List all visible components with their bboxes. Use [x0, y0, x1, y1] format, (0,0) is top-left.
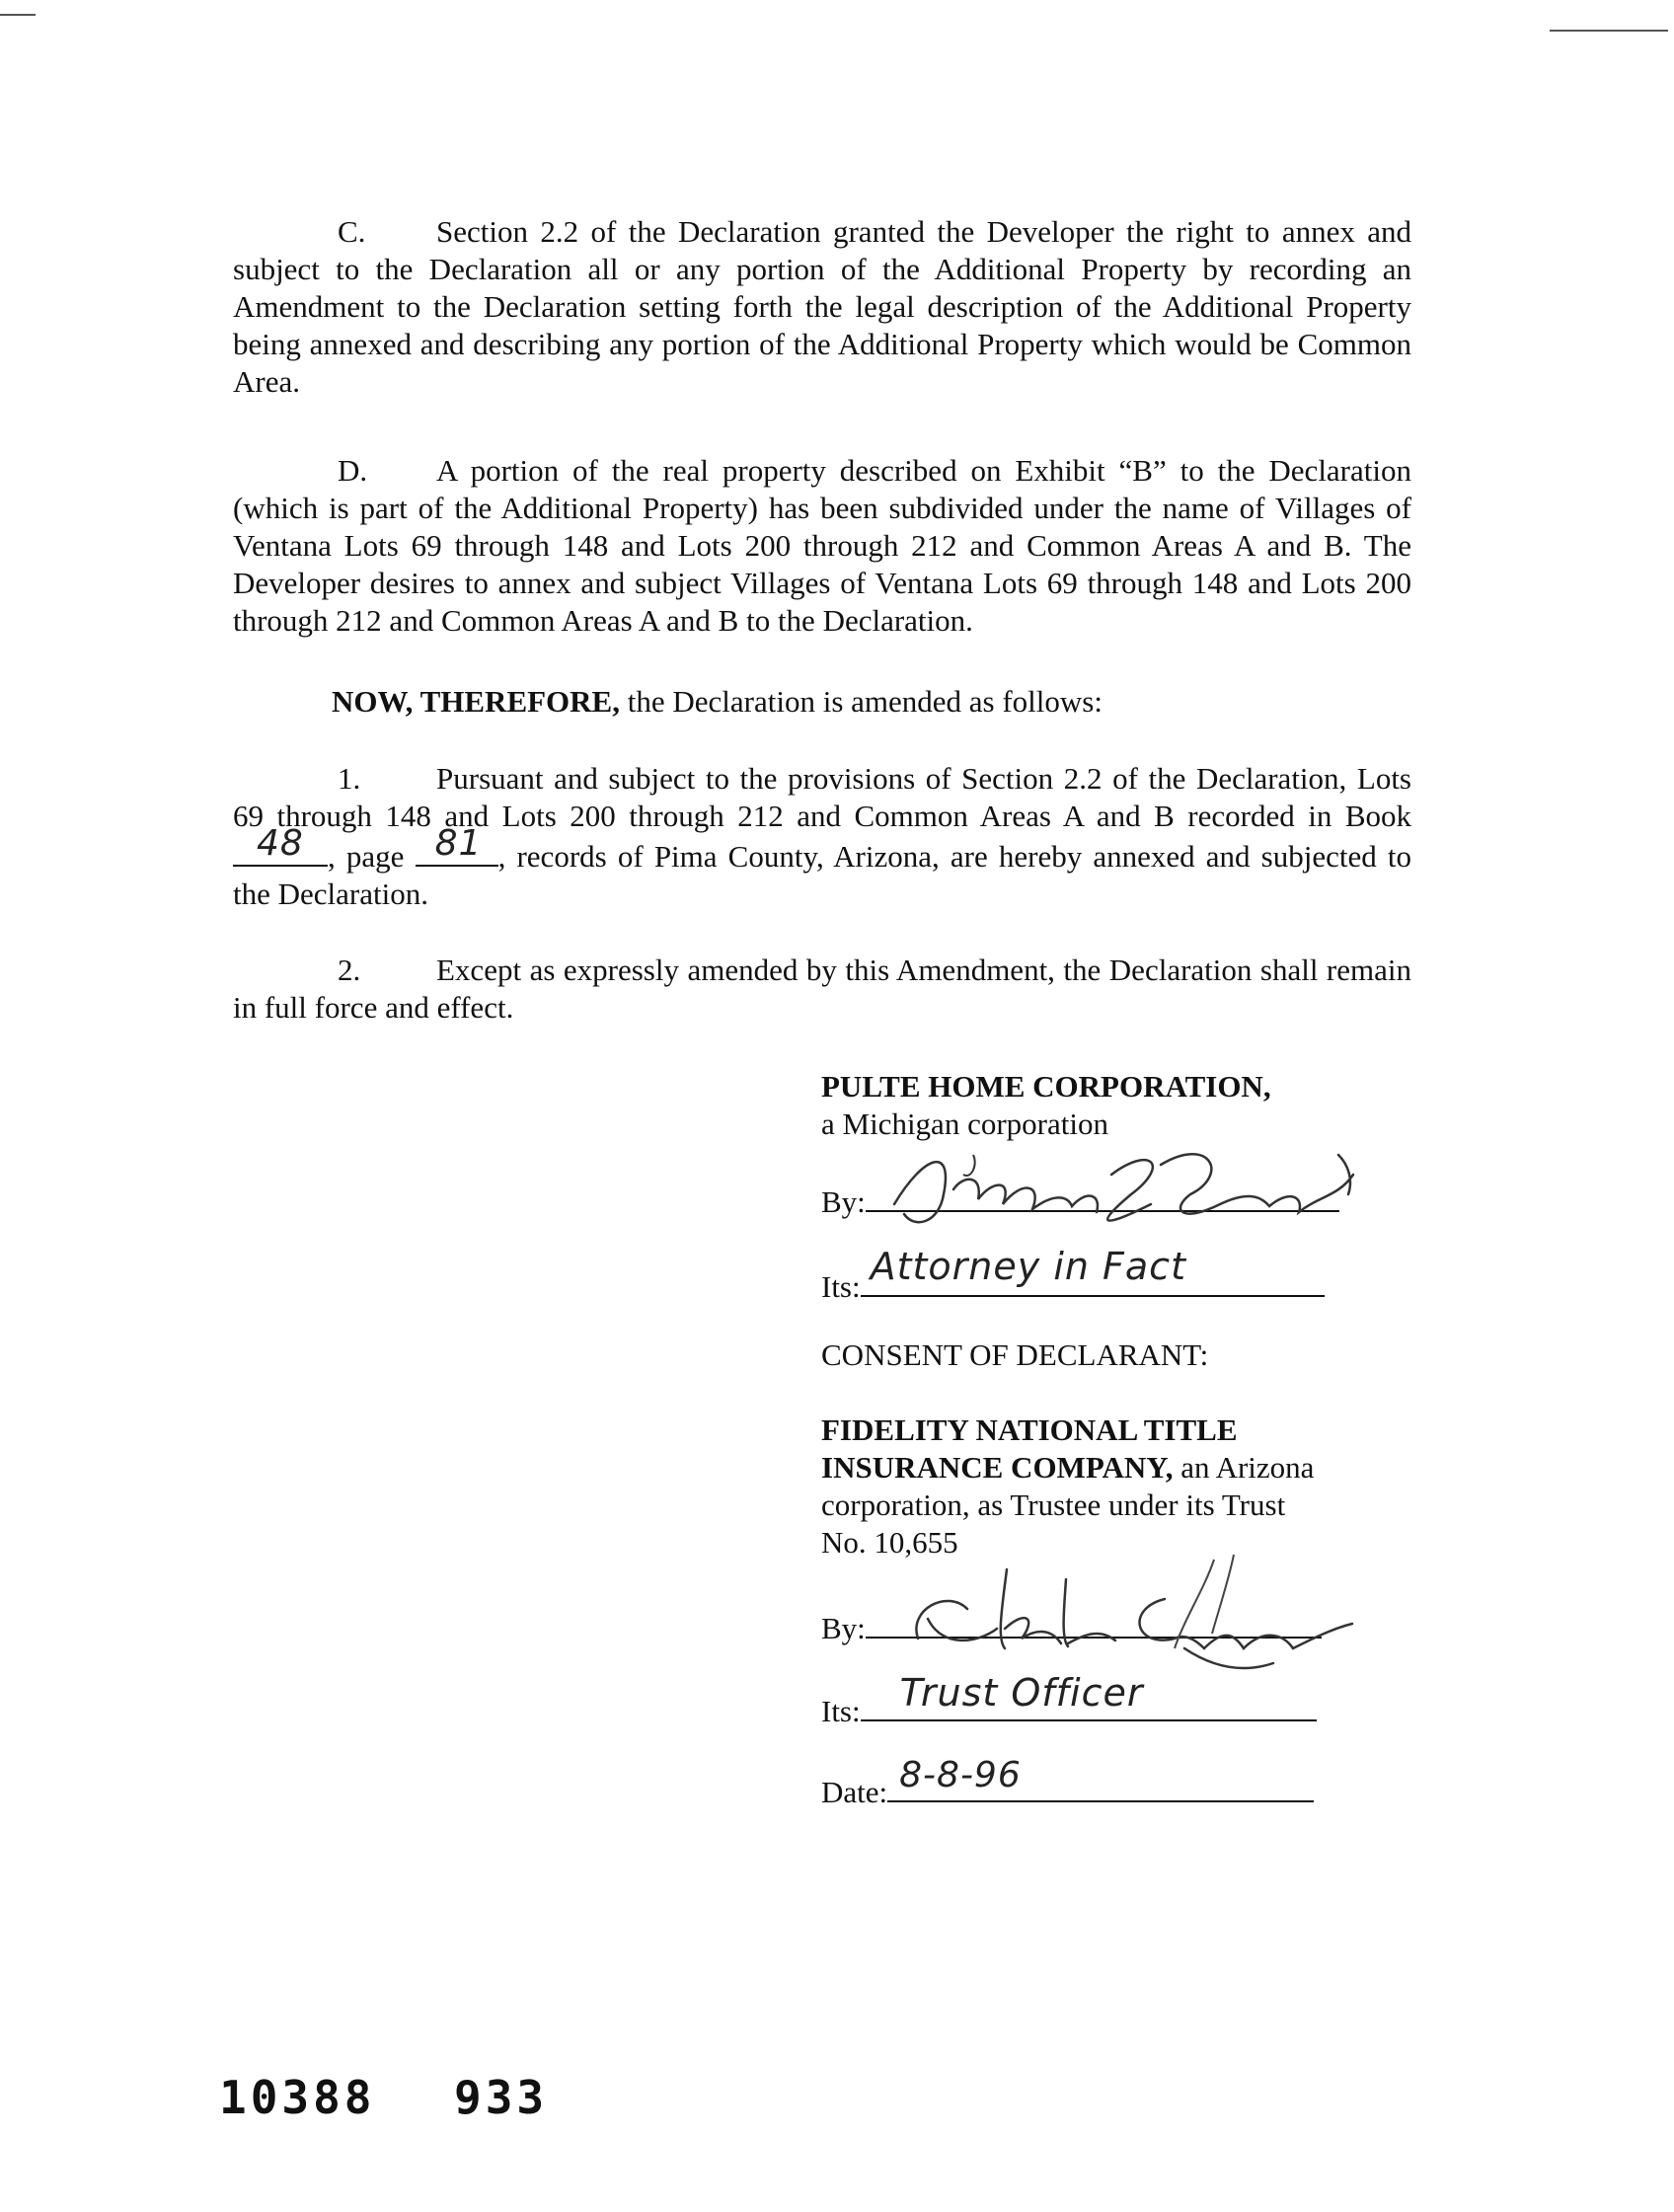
item-1-text-a: Pursuant and subject to the provisions of Section 2.2 of the Declaration, Lots 69 through 148 and Lots 200 through 212 and Common Areas A and B recorded in Book — [233, 761, 1411, 833]
signature-block-fidelity — [821, 1411, 1374, 1562]
item-2-text: Except as expressly amended by this Amendment, the Declaration shall remain in full force and effect. — [233, 953, 1411, 1025]
fidelity-company-line-2 — [821, 1449, 1374, 1487]
fidelity-its-handwritten: Trust Officer — [899, 1671, 1144, 1715]
now-therefore-text: the Declaration is amended as follows: — [620, 684, 1103, 719]
item-1-text-c: , records of Pima County, Arizona, are hereby annexed and subjected to the Declaration. — [233, 839, 1412, 911]
book-blank — [233, 823, 328, 867]
scan-mark-top-left — [0, 14, 36, 16]
page-number-handwritten: 81 — [434, 823, 483, 864]
pulte-company-desc: a Michigan corporation — [821, 1106, 1108, 1141]
recital-c — [233, 213, 1411, 401]
pulte-its-line — [861, 1245, 1325, 1297]
scan-mark-top-right — [1550, 30, 1668, 32]
fidelity-company-line-1: FIDELITY NATIONAL TITLE — [821, 1412, 1238, 1447]
now-therefore-heading: NOW, THEREFORE, — [332, 684, 620, 719]
fidelity-company-name-bold: INSURANCE COMPANY, — [821, 1450, 1174, 1485]
pulte-signature — [855, 1135, 1368, 1244]
fidelity-desc-line-2: No. 10,655 — [821, 1525, 958, 1560]
footer-page-number: 933 — [454, 2071, 549, 2124]
page-blank — [416, 823, 498, 867]
consent-of-declarant: CONSENT OF DECLARANT: — [821, 1337, 1209, 1372]
fidelity-date-line — [887, 1755, 1314, 1802]
item-1-text-b: , page — [328, 839, 405, 874]
pulte-company-name: PULTE HOME CORPORATION, — [821, 1069, 1271, 1104]
item-1 — [233, 760, 1411, 913]
pulte-its-field — [821, 1245, 1325, 1306]
fidelity-company-state: an Arizona — [1173, 1450, 1315, 1485]
item-2-label: 2. — [338, 953, 361, 987]
pulte-by-label: By: — [821, 1184, 866, 1219]
book-number-handwritten: 48 — [257, 823, 304, 864]
fidelity-by-label: By: — [821, 1611, 866, 1645]
recital-c-label: C. — [338, 214, 366, 249]
recital-d — [233, 452, 1411, 640]
now-therefore-line — [332, 683, 1103, 721]
item-1-label: 1. — [338, 761, 361, 796]
pulte-its-label: Its: — [821, 1269, 861, 1304]
recital-c-text: Section 2.2 of the Declaration granted the Developer the right to annex and subject to the Declaration all or any portion of the Additional Property by recording an Amendment to the Declaration setting forth the legal description of the Additional Property being annexed and describing any portion of the Additional Property which would be Common Area. — [233, 214, 1411, 399]
footer-docket-number: 10388 — [219, 2071, 376, 2124]
fidelity-its-line — [861, 1671, 1317, 1721]
fidelity-date-field — [821, 1755, 1314, 1811]
fidelity-desc-line-1: corporation, as Trustee under its Trust — [821, 1487, 1286, 1522]
recital-d-label: D. — [338, 453, 368, 488]
fidelity-its-label: Its: — [821, 1694, 861, 1728]
fidelity-date-handwritten: 8-8-96 — [899, 1755, 1022, 1795]
item-2 — [233, 952, 1411, 1027]
fidelity-date-label: Date: — [821, 1775, 888, 1809]
recital-d-text: A portion of the real property described on Exhibit “B” to the Declaration (which is part of the Additional Property) has been subdivided under the name of Villages of Ventana Lots 69 through 148 and Lots 200 through 212 and Common Areas A and B. The Developer desires to annex and subject Villages of Ventana Lots 69 through 148 and Lots 200 through 212 and Common Areas A and B to the Declaration. — [233, 453, 1411, 638]
pulte-its-handwritten: Attorney in Fact — [870, 1245, 1186, 1288]
signature-block-pulte — [821, 1068, 1374, 1143]
fidelity-its-field — [821, 1671, 1317, 1730]
